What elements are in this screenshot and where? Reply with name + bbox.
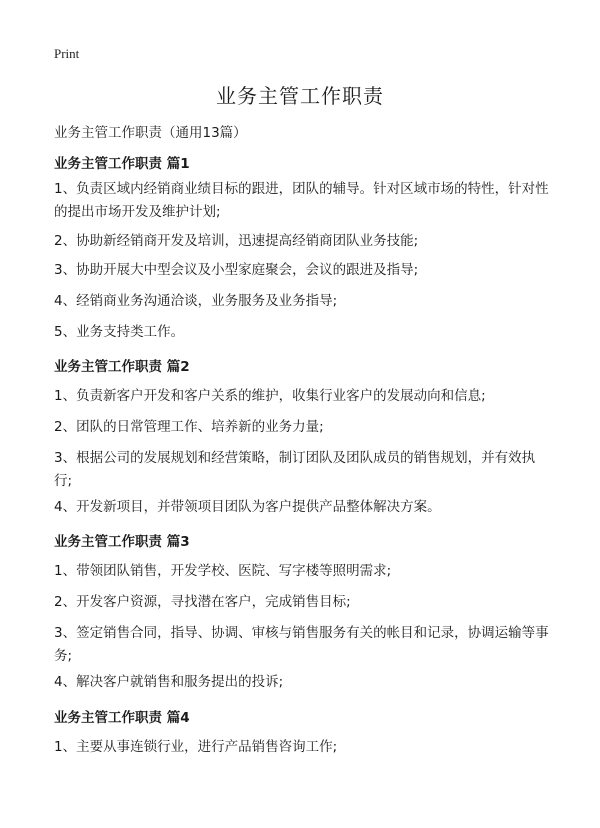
document-subtitle: 业务主管工作职责（通用13篇） — [54, 125, 247, 141]
section-heading-1: 业务主管工作职责 篇1 — [54, 156, 190, 172]
print-label: Print — [54, 46, 80, 61]
section-1-paragraph-4: 4、经销商业务沟通洽谈，业务服务及业务指导; — [54, 293, 338, 309]
section-2-paragraph-2: 2、团队的日常管理工作、培养新的业务力量; — [54, 419, 324, 435]
section-1-paragraph-5: 5、业务支持类工作。 — [54, 324, 185, 340]
section-1-paragraph-2: 2、协助新经销商开发及培训，迅速提高经销商团队业务技能; — [54, 233, 419, 249]
section-2-paragraph-1: 1、负责新客户开发和客户关系的维护，收集行业客户的发展动向和信息; — [54, 388, 486, 404]
section-1-paragraph-1: 1、负责区域内经销商业绩目标的跟进，团队的辅导。针对区域市场的特性，针对性的提出市场开发及维护计划; — [54, 181, 549, 220]
document-title: 业务主管工作职责 — [216, 84, 384, 108]
section-3-paragraph-3: 3、签定销售合同，指导、协调、审核与销售服务有关的帐目和记录，协调运输等事务; — [54, 625, 549, 664]
section-heading-2: 业务主管工作职责 篇2 — [54, 359, 190, 375]
section-3-paragraph-4: 4、解决客户就销售和服务提出的投诉; — [54, 674, 284, 690]
section-2-paragraph-3: 3、根据公司的发展规划和经营策略，制订团队及团队成员的销售规划，并有效执行; — [54, 450, 536, 489]
section-2-paragraph-4: 4、开发新项目，并带领项目团队为客户提供产品整体解决方案。 — [54, 499, 441, 515]
section-heading-3: 业务主管工作职责 篇3 — [54, 534, 190, 550]
section-3-paragraph-1: 1、带领团队销售，开发学校、医院、写字楼等照明需求; — [54, 563, 392, 579]
section-heading-4: 业务主管工作职责 篇4 — [54, 710, 190, 726]
section-4-paragraph-1: 1、主要从事连锁行业，进行产品销售咨询工作; — [54, 739, 338, 755]
section-3-paragraph-2: 2、开发客户资源，寻找潜在客户，完成销售目标; — [54, 594, 351, 610]
section-1-paragraph-3: 3、协助开展大中型会议及小型家庭聚会，会议的跟进及指导; — [54, 262, 419, 278]
